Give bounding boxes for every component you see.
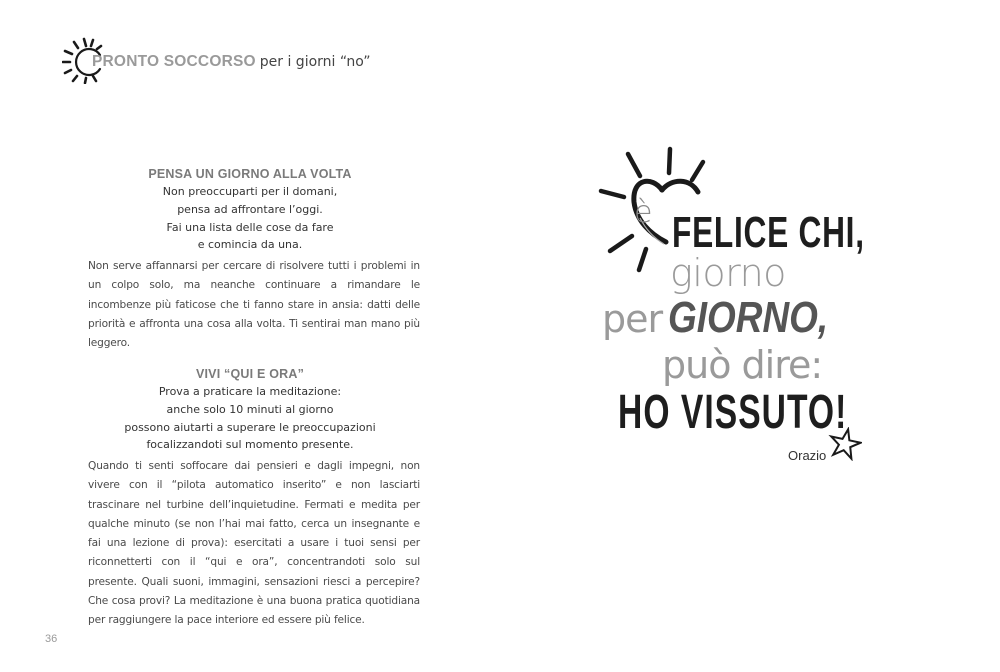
section-heading-2	[80, 366, 420, 454]
quote-line-4: può dire:	[662, 343, 823, 387]
chapter-title-light: per i giorni “no”	[259, 54, 371, 70]
chapter-title-strong: PRONTO SOCCORSO	[92, 53, 256, 70]
quote-author: Orazio	[788, 448, 827, 463]
quote-line-3-bold: GIORNO,	[668, 293, 829, 342]
section-lead-line: Fai una lista delle cose da fare	[166, 220, 334, 234]
section-lead-line: possono aiutarti a superare le preoccupazioni	[124, 420, 376, 434]
quote-block	[590, 140, 910, 480]
star-icon	[828, 427, 862, 461]
section-title: PENSA UN GIORNO ALLA VOLTA	[148, 167, 352, 181]
quote-line-2: giorno	[670, 251, 786, 295]
section-lead-line: Prova a praticare la meditazione:	[158, 385, 342, 398]
section-lead-line: anche solo 10 minuti al giorno	[166, 402, 334, 416]
section-body-1: Non serve affannarsi per cercare di risolvere tutti i problemi in un colpo solo, ma neanche continuare a rimandare le incombenze più faticose che ti fanno stare in ansia: datti delle priorità e affronta una cosa alla volta. Ti sentirai man mano più leggero.	[88, 260, 420, 350]
quote-line-5: HO VISSUTO!	[618, 386, 848, 439]
quote-line-3-light: per	[602, 297, 663, 341]
section-lead-line: focalizzandoti sul momento presente.	[146, 438, 354, 452]
chapter-title	[92, 52, 371, 71]
section-body-2: Quando ti senti soffocare dai pensieri e dagli impegni, non vivere con il “pilota automatico inserito” e non lasciarti trascinare nel turbine dell’inquietudine. Fermati e medita per qualche minuto (se non l’hai mai fatto, cerca un insegnante e fai una lezione di prova): esercitati a usare i tuoi sensi per riconnetterti con il “qui e ora”, concentrandoti solo sul presente. Quali suoni, immagini, sensazioni riesci a percepire? Che cosa provi? La meditazione è una buona pratica quotidiana per raggiungere la pace interiore ed essere più felice.	[88, 460, 420, 627]
quote-accent-e: è	[634, 195, 653, 230]
section-lead-line: Non preoccuparti per il domani,	[162, 185, 338, 198]
section-title: VIVI “QUI E ORA”	[195, 367, 305, 381]
section-lead-line: pensa ad affrontare l’oggi.	[177, 202, 323, 216]
page-number: 36	[45, 633, 58, 645]
section-lead-line: e comincia da una.	[197, 238, 303, 252]
section-heading-1	[80, 166, 420, 254]
quote-line-1: FELICE CHI,	[672, 208, 865, 257]
